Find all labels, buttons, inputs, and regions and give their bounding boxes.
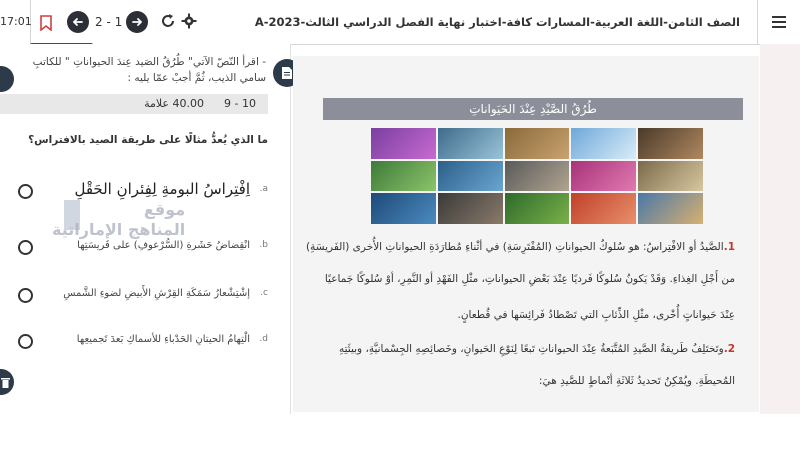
image-tile [438, 128, 503, 159]
article-title: طُرُقُ الصَّيْدِ عِنْدَ الحَيَواناتِ [323, 98, 743, 120]
page-indicator: 2 - 1 [95, 15, 123, 29]
arrow-right-icon [131, 16, 143, 28]
top-bar [0, 0, 800, 45]
image-tile [638, 128, 703, 159]
option-text: إشْتِشْعارُ سَمَكَةِ القِرْشِ الأَبيضِ لضوءِ الشَّمسِ [63, 288, 250, 299]
question-score: 40.00 علامة [144, 97, 204, 110]
clear-answer-button[interactable] [0, 369, 14, 395]
article-paragraph [305, 236, 735, 258]
paragraph-text: الصَّيدُ أو الافْتِراسُ: هو سُلوكُ الحيواناتِ (المُفْتَرِسَةِ) في أثْناءِ مُطارَدَةِ الحيواناتِ الأُخرى (الفَريسَةِ) [306, 241, 724, 253]
reading-passage [293, 56, 759, 412]
watermark-text [52, 200, 185, 240]
image-tile [371, 161, 436, 192]
option-radio[interactable] [18, 288, 33, 303]
option-text: الْتِهامُ الحيتانِ الحَدْباءِ للأسماكِ بَعدَ تَجميعِها [76, 334, 250, 345]
option-radio[interactable] [18, 240, 33, 255]
article-paragraph [305, 268, 735, 290]
trash-icon [1, 377, 10, 388]
bottom-area [0, 414, 800, 451]
paragraph-number: 1. [723, 241, 735, 253]
image-tile [505, 193, 570, 224]
answer-option-d[interactable] [18, 330, 268, 354]
image-tile [638, 193, 703, 224]
paragraph-text: وتَختَلِفُ طَريقةُ الصَّيدِ المُتَّبَعةُ عِنْدَ الحيواناتِ تَبعًا لِنَوْعِ الحَيوانِ، وخَصائِصِهِ الجِسْمانيَّةِ، وبيئَتِهِ [338, 343, 724, 355]
image-tile [505, 128, 570, 159]
timer: 17:01 [0, 0, 31, 44]
bookmark-icon[interactable] [40, 15, 52, 31]
article-paragraph [305, 370, 735, 392]
question-instruction: - اقرأ النّصّ الآتي" طُرُقُ الصَيد عِندَ الحيواناتِ " للكاتبِ سامي الذيب، ثُمَّ أجبْ عمّا يليه : [32, 56, 266, 84]
option-radio[interactable] [18, 184, 33, 199]
right-margin [760, 44, 800, 451]
paragraph-number: 2. [723, 343, 735, 355]
next-question-button[interactable] [126, 11, 148, 33]
exam-title: الصف الثامن-اللغة العربية-المسارات كافة-اختبار نهاية الفصل الدراسي الثالث-A-2023 [254, 15, 740, 29]
question-range: 9 - 10 [224, 97, 256, 110]
menu-icon [771, 15, 787, 29]
image-tile [571, 128, 636, 159]
arrow-left-icon [72, 16, 84, 28]
image-tile [438, 193, 503, 224]
image-tile [371, 193, 436, 224]
paragraph-text: من أَجْلِ الغِذاءِ. وَقَدْ يَكونُ سُلوكًا فَرديًا عِنْدَ بَعْضِ الحيواناتِ، مثْلِ الفَهْدِ أو النَّمِرِ، أوْ سُلوكًا جَماعيًا [324, 273, 735, 285]
option-radio[interactable] [18, 334, 33, 349]
question-text: ما الذي يُعدُّ مثالًا على طريقة الصيد بالافتراس؟ [28, 134, 268, 146]
option-text: اِفْتِراسُ البومةِ لِفِئرانِ الحَقْلِ [74, 180, 250, 198]
animals-image-collage [371, 128, 703, 224]
previous-question-button[interactable] [67, 11, 89, 33]
answer-option-c[interactable] [18, 284, 268, 308]
image-tile [505, 161, 570, 192]
question-info-bar [0, 94, 268, 114]
side-toggle-button[interactable] [0, 66, 14, 92]
option-letter: d. [259, 334, 268, 344]
image-tile [438, 161, 503, 192]
option-letter: c. [260, 288, 268, 298]
image-tile [638, 161, 703, 192]
option-letter: b. [259, 240, 268, 250]
watermark-line: المناهج الإماراتية [52, 220, 186, 239]
article-paragraph [305, 304, 735, 326]
gear-icon[interactable] [181, 13, 197, 29]
article-paragraph [305, 338, 735, 360]
image-tile [571, 161, 636, 192]
watermark-line: موقع [143, 200, 186, 219]
menu-button[interactable] [757, 0, 800, 44]
paragraph-text: عِنْدَ حَيواناتٍ أُخْرى، مثْلِ الذِّئابِ التي تَصْطادُ فَرائِسَها في قُطعانٍ. [457, 309, 735, 321]
refresh-icon[interactable] [160, 13, 176, 29]
option-letter: a. [259, 184, 268, 194]
document-icon [281, 66, 293, 80]
paragraph-text: المُحيطَةِ. ويُمْكِنُ تَحديدُ ثَلاثَةِ أنْماطٍ للصَّيدِ هيَ: [538, 375, 735, 387]
option-text: انْقِضاضُ حَشَرةِ (السُّرْعوفِ) على فَريسَتِها [77, 240, 250, 251]
image-tile [571, 193, 636, 224]
image-tile [371, 128, 436, 159]
